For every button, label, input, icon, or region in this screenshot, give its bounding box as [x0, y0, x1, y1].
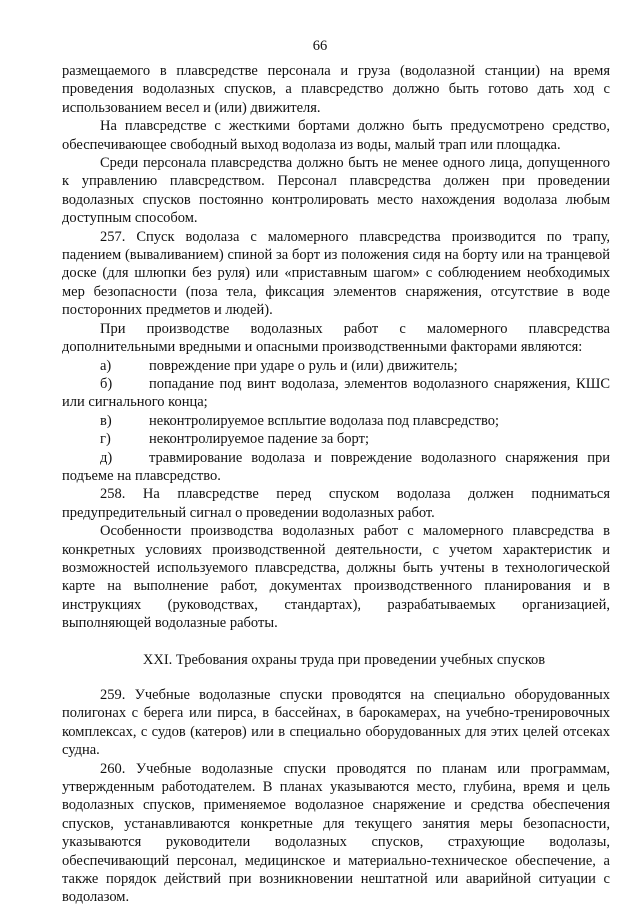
list-marker: в): [100, 412, 112, 429]
paragraph-259: 259. Учебные водолазные спуски проводятся на специально оборудованных полигонах с берега или пирса, в бассейнах, в барокамерах, на учебно-тренировочных комплексах, с судов (катеров) или в специально оборудованных для этих целей отсеках судна.: [62, 687, 610, 759]
paragraph-258: 258. На плавсредстве перед спуском водолаза должен подниматься предупредительный сигнал о проведении водолазных работ.: [62, 486, 610, 521]
paragraph-hazards-intro: При производстве водолазных работ с маломерного плавсредства дополнительными вредными и опасными производственными факторами являются:: [62, 320, 610, 356]
list-item-v: [62, 412, 610, 430]
list-item-text: попадание под винт водолаза, элементов водолазного снаряжения, КШС или сигнального конца;: [62, 375, 610, 411]
list-item-d: [62, 449, 610, 486]
paragraph-specifics: Особенности производства водолазных работ с маломерного плавсредства в конкретных условиях производственной деятельности, с учетом характеристик и возможностей используемого плавсредства, должны быть учтены в технологической карте на выполнение работ, документах производственного планирования и в инструкциях (руководствах, стандартах), разрабатываемых организацией, выполняющей водолазные работы.: [62, 523, 610, 632]
list-item-text: неконтролируемое падение за борт;: [149, 431, 369, 448]
list-item-a: [62, 357, 610, 375]
section-heading: XXI. Требования охраны труда при проведении учебных спусков: [142, 651, 546, 668]
page-number: 66: [312, 38, 328, 54]
list-item-text: травмирование водолаза и повреждение водолазного снаряжения при подъеме на плавсредство.: [62, 449, 610, 484]
paragraph-continuation: размещаемого в плавсредстве персонала и груза (водолазной станции) на время проведения водолазных спусков, а плавсредство должно быть готово дать ход с использованием весел и (или) движителя.: [62, 63, 610, 116]
list-item-g: [62, 430, 610, 448]
list-marker: а): [100, 357, 112, 374]
list-item-text: повреждение при ударе о руль и (или) движитель;: [149, 357, 458, 374]
list-item-b: [62, 375, 610, 412]
page-content: [62, 62, 610, 907]
list-marker: г): [100, 431, 111, 448]
list-item-text: неконтролируемое всплытие водолаза под плавсредство;: [149, 412, 500, 429]
paragraph-260: 260. Учебные водолазные спуски проводятся по планам или программам, утвержденным работодателем. В планах указываются место, глубина, время и цель водолазных спусков, применяемое водолазное снаряжение и средства обеспечения спусков, устанавливаются конкретные для текущего занятия меры безопасности, указываются руководители водолазных спусков, страхующие водолазы, обеспечивающий персонал, медицинское и материально-техническое обеспечение, а также порядок действий при возникновении нештатной или аварийной ситуации с водолазом.: [62, 760, 610, 906]
paragraph-257: 257. Спуск водолаза с маломерного плавсредства производится по трапу, падением (вываливанием) спиной за борт из положения сидя на борту или на транцевой доске (для шлюпки без руля) или «приставным шагом» с соблюдением необходимых мер безопасности (поза тела, фиксация элементов снаряжения, отсутствие в воде посторонних предметов и людей).: [62, 228, 610, 319]
paragraph-rigid-sides: На плавсредстве с жесткими бортами должно быть предусмотрено средство, обеспечивающее свободный выход водолаза из воды, малый трап или площадка.: [62, 118, 610, 153]
list-marker: б): [100, 375, 113, 392]
paragraph-personnel: Среди персонала плавсредства должно быть не менее одного лица, допущенного к управлению плавсредством. Персонал плавсредства должен при проведении водолазных спусков постоянно контролировать место нахождения водолаза любым доступным способом.: [62, 155, 610, 227]
list-marker: д): [100, 449, 113, 466]
